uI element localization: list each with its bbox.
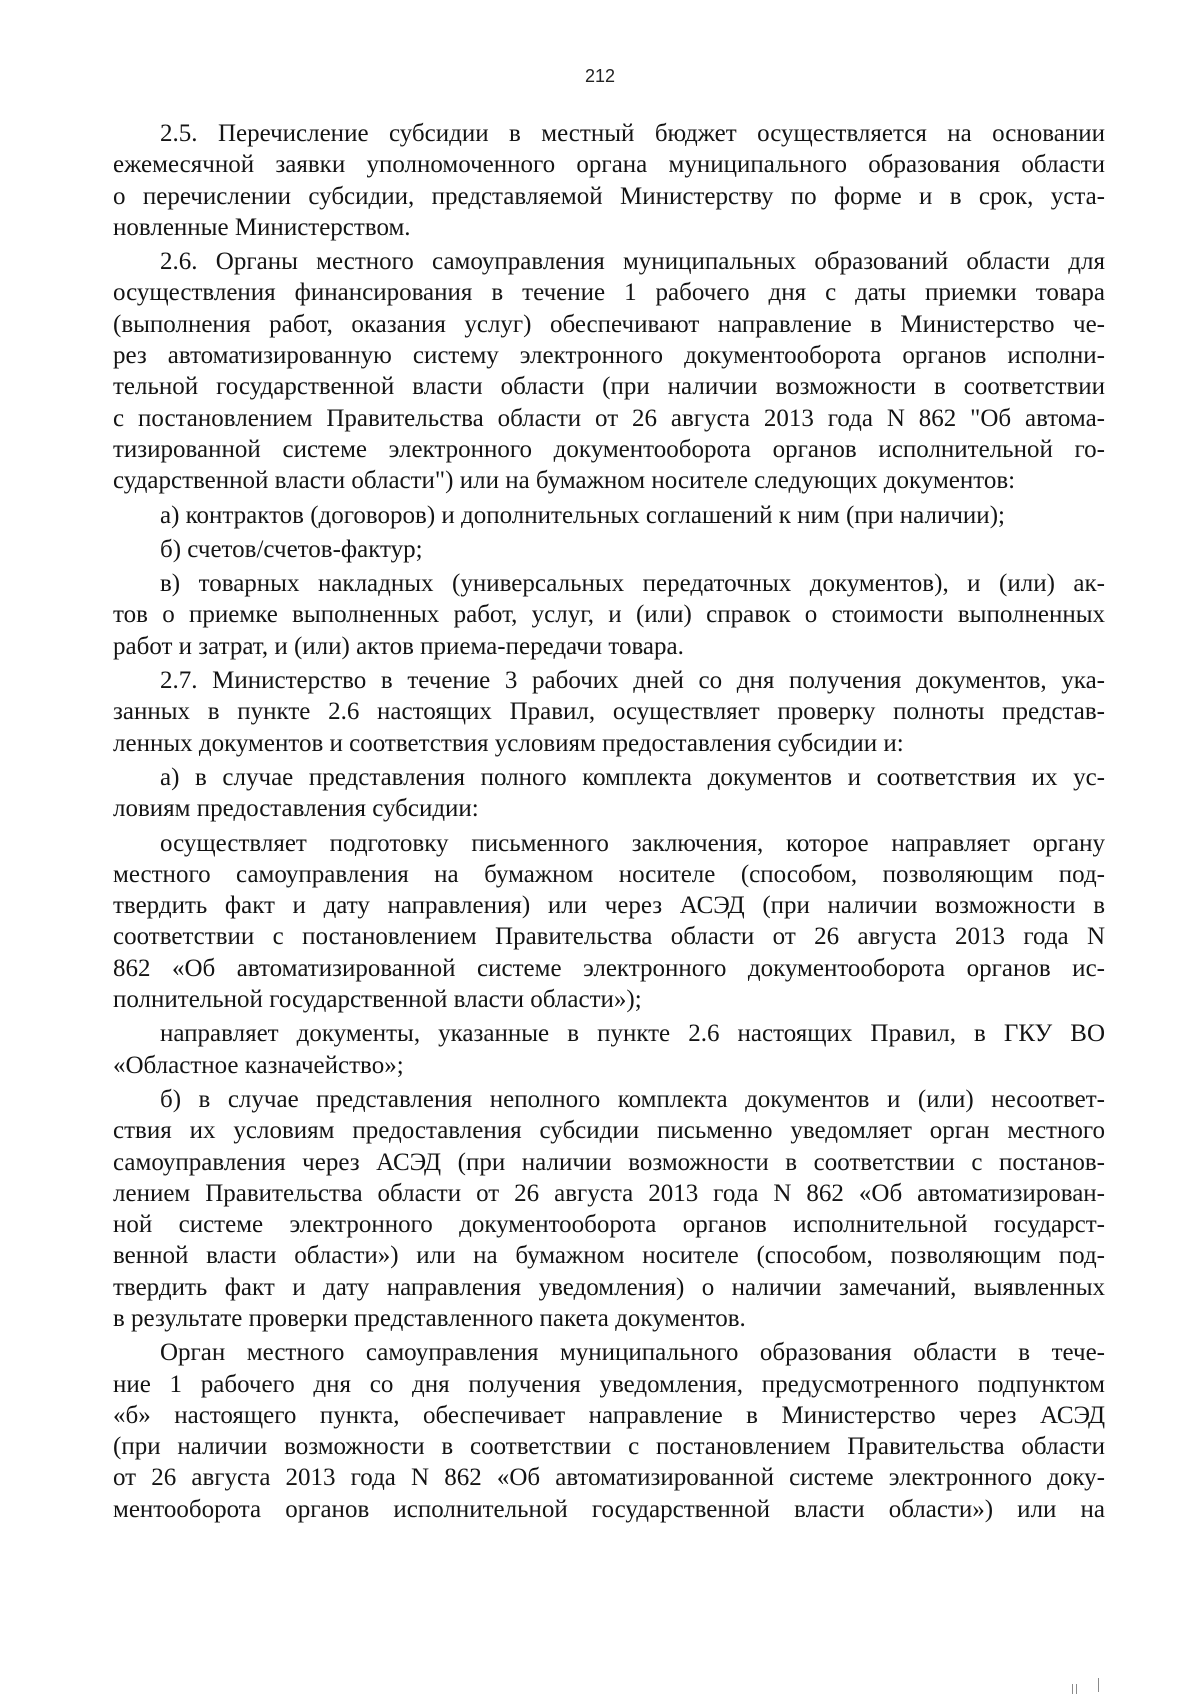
text-line: осуществления финансирования в течение 1 рабочего дня с даты приемки товара [113,279,1105,307]
paragraph-p2-6-v [113,568,1105,662]
text-line: местного самоуправления на бумажном носителе (способом, позволяющим под- [113,860,1105,888]
text-line: от 26 августа 2013 года N 862 «Об автоматизированной системе электронного доку- [113,1464,1105,1492]
text-line: ментооборота органов исполнительной государственной власти области») или на [113,1495,1105,1523]
text-line: рез автоматизированную систему электронного документооборота органов исполни- [113,342,1105,370]
text-line: тельной государственной власти области (при наличии возможности в соответствии [113,373,1105,401]
text-line: (при наличии возможности в соответствии с постановлением Правительства области [113,1433,1105,1461]
scan-artifact [1098,1678,1099,1692]
text-line: твердить факт и дату направления уведомления) о наличии замечаний, выявленных [113,1273,1105,1301]
paragraph-p2-7-a [113,762,1105,825]
text-line: лением Правительства области от 26 августа 2013 года N 862 «Об автоматизирован- [113,1179,1105,1207]
paragraph-p2-6-a [113,500,1105,531]
text-line: (выполнения работ, оказания услуг) обеспечивают направление в Министерство че- [113,310,1105,338]
scan-artifact [1072,1684,1073,1694]
text-line: ной системе электронного документооборота органов исполнительной государст- [113,1211,1105,1239]
document-body [113,118,1105,1525]
text-line: занных в пункте 2.6 настоящих Правил, осуществляет проверку полноты представ- [113,698,1105,726]
text-line: самоуправления через АСЭД (при наличии возможности в соответствии с постанов- [113,1148,1105,1176]
text-line: б) счетов/счетов-фактур; [160,535,423,563]
paragraph-p2-6-b [113,534,1105,565]
text-line: ние 1 рабочего дня со дня получения уведомления, предусмотренного подпунктом [113,1370,1105,1398]
text-line: направляет документы, указанные в пункте 2.6 настоящих Правил, в ГКУ ВО [160,1020,1105,1048]
paragraph-p-final [113,1337,1105,1525]
paragraph-p2-7-a-1 [113,828,1105,1016]
text-line: ловиям предоставления субсидии: [113,795,479,823]
text-line: работ и затрат, и (или) актов приема-передачи товара. [113,632,684,660]
paragraph-p2-6 [113,246,1105,496]
paragraph-p2-7-a-2 [113,1018,1105,1081]
text-line: твердить факт и дату направления) или через АСЭД (при наличии возможности в [113,892,1105,920]
text-line: б) в случае представления неполного комплекта документов и (или) несоответ- [160,1085,1105,1113]
text-line: в) товарных накладных (универсальных передаточных документов), и (или) ак- [160,570,1105,598]
text-line: «б» настоящего пункта, обеспечивает направление в Министерство через АСЭД [113,1401,1105,1429]
text-line: новленные Министерством. [113,213,411,241]
paragraph-p2-7-b [113,1084,1105,1334]
text-line: венной власти области») или на бумажном носителе (способом, позволяющим под- [113,1242,1105,1270]
scan-artifact [1076,1684,1077,1694]
text-line: а) в случае представления полного комплекта документов и соответствия их ус- [160,763,1105,791]
text-line: тизированной системе электронного документооборота органов исполнительной го- [113,435,1105,463]
text-line: осуществляет подготовку письменного заключения, которое направляет органу [160,829,1105,857]
page-number: 212 [584,66,616,86]
paragraph-p2-7 [113,665,1105,759]
text-line: 2.5. Перечисление субсидии в местный бюджет осуществляется на основании [160,120,1105,147]
text-line: 862 «Об автоматизированной системе электронного документооборота органов ис- [113,954,1105,982]
text-line: 2.7. Министерство в течение 3 рабочих дней со дня получения документов, ука- [160,667,1105,695]
text-line: полнительной государственной власти области»); [113,986,642,1014]
paragraph-p2-5 [113,118,1105,243]
text-line: соответствии с постановлением Правительства области от 26 августа 2013 года N [113,923,1105,951]
text-line: ежемесячной заявки уполномоченного органа муниципального образования области [113,151,1105,179]
text-line: ленных документов и соответствия условиям предоставления субсидии и: [113,729,904,757]
text-line: ствия их условиям предоставления субсидии письменно уведомляет орган местного [113,1117,1105,1145]
text-line: сударственной власти области") или на бумажном носителе следующих документов: [113,467,1016,495]
text-line: в результате проверки представленного пакета документов. [113,1304,746,1332]
text-line: а) контрактов (договоров) и дополнительных соглашений к ним (при наличии); [160,501,1005,529]
text-line: тов о приемке выполненных работ, услуг, и (или) справок о стоимости выполненных [113,601,1105,629]
text-line: 2.6. Органы местного самоуправления муниципальных образований области для [160,248,1105,276]
text-line: «Областное казначейство»; [113,1051,404,1079]
text-line: Орган местного самоуправления муниципального образования области в тече- [160,1339,1105,1367]
text-line: с постановлением Правительства области от 26 августа 2013 года N 862 "Об автома- [113,404,1105,432]
text-line: о перечислении субсидии, представляемой Министерству по форме и в срок, уста- [113,182,1105,210]
